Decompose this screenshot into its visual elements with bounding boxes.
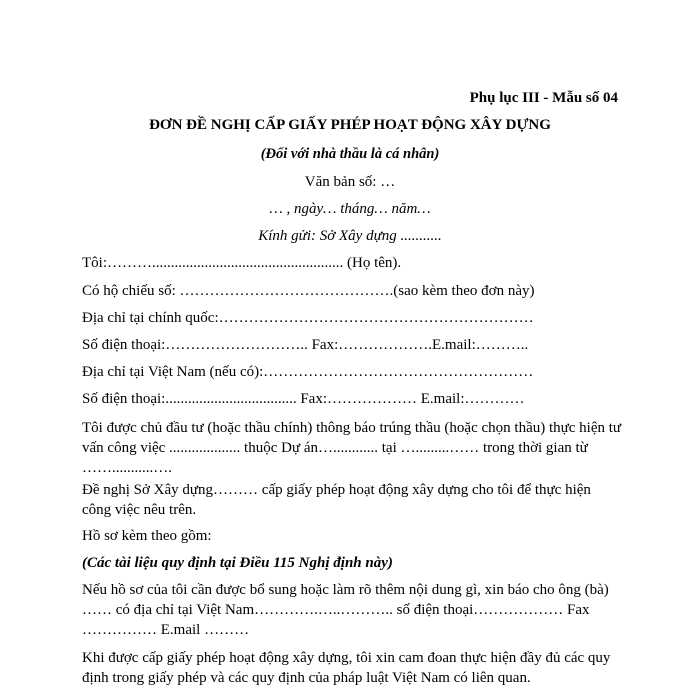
contact-paragraph: Nếu hồ sơ của tôi cần được bổ sung hoặc làm rõ thêm nội dung gì, xin báo cho ông (bà) …… có địa chỉ tại Việt Nam………….…..……….. số điện thoại……………… Fax …………… E.mail ……… xyxy=(82,582,609,638)
commitment-paragraph: Khi được cấp giấy phép hoạt động xây dựng, tôi xin cam đoan thực hiện đầy đủ các quy định trong giấy phép và các quy định của pháp luật Việt Nam có liên quan. xyxy=(82,650,611,686)
notice-paragraph: Tôi được chủ đầu tư (hoặc thầu chính) thông báo trúng thầu (hoặc chọn thầu) thực hiện tư vấn công việc ................... thuộc Dự án…............ tại ….........…… trong thời gian từ ……...........…. xyxy=(82,420,622,476)
home-phone-field: Số điện thoại:……………………….. Fax:……………….E.mail:……….. xyxy=(82,337,529,353)
request-paragraph: Đề nghị Sở Xây dựng……… cấp giấy phép hoạt động xây dựng cho tôi để thực hiện công việc nêu trên. xyxy=(82,482,591,518)
vn-address-field: Địa chỉ tại Việt Nam (nếu có):……………………………………………… xyxy=(82,364,534,380)
home-address-field: Địa chỉ tại chính quốc:……………………………………………………… xyxy=(82,310,534,326)
date-line: … , ngày… tháng… năm… xyxy=(269,201,431,217)
document-title: ĐƠN ĐỀ NGHỊ CẤP GIẤY PHÉP HOẠT ĐỘNG XÂY DỰNG xyxy=(149,117,551,133)
appendix-label: Phụ lục III - Mẫu số 04 xyxy=(469,90,618,106)
passport-field: Có hộ chiếu số: …………………………………….(sao kèm theo đơn này) xyxy=(82,283,535,299)
document-number: Văn bản số: … xyxy=(304,174,396,190)
recipient-line: Kính gửi: Sở Xây dựng ........... xyxy=(258,228,442,244)
document-subtitle: (Đối với nhà thầu là cá nhân) xyxy=(260,146,440,162)
vn-phone-field: Số điện thoại:................................... Fax:……………… E.mail:………… xyxy=(82,391,525,407)
attachments-label: Hồ sơ kèm theo gồm: xyxy=(82,528,212,544)
name-field: Tôi:………................................................... (Họ tên). xyxy=(82,255,402,271)
attachments-note: (Các tài liệu quy định tại Điều 115 Nghị định này) xyxy=(82,555,393,571)
